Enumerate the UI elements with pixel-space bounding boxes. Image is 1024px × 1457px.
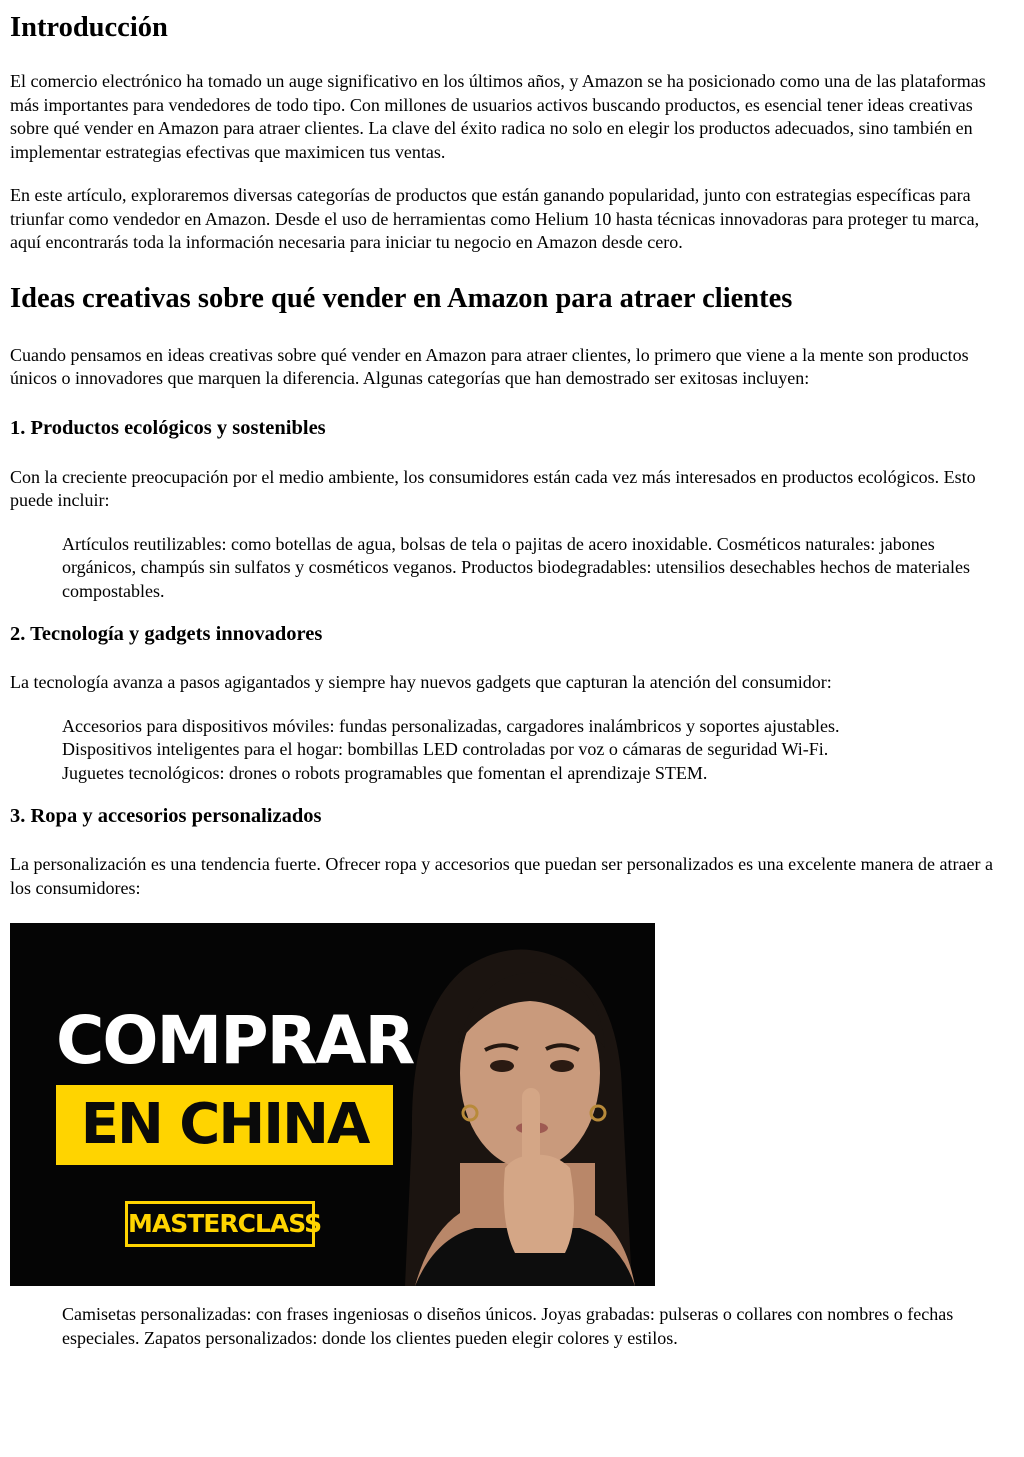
thumbnail-title-en-china: EN CHINA xyxy=(56,1085,393,1165)
quote-line-juguetes: Juguetes tecnológicos: drones o robots programables que fomentan el aprendizaje STEM. xyxy=(62,762,708,783)
section-3-paragraph: La personalización es una tendencia fuerte. Ofrecer ropa y accesorios que puedan ser personalizados es una excelente manera de atraer a los consumidores: xyxy=(10,854,993,898)
section-1-quote: Artículos reutilizables: como botellas de agua, bolsas de tela o pajitas de acero inoxidable. Cosméticos naturales: jabones orgánicos, champús sin sulfatos y cosméticos veganos. Productos biodegradables: utensilios desechables hechos de materiales compostables. xyxy=(62,533,970,601)
article xyxy=(0,11,1024,1350)
heading-ropa-accesorios: 3. Ropa y accesorios personalizados xyxy=(10,805,322,827)
section-2-quote xyxy=(62,715,1012,786)
intro-paragraph-1: El comercio electrónico ha tomado un auge significativo en los últimos años, y Amazon se ha posicionado como una de las plataformas más importantes para vendedores de todo tipo. Con millones de usuarios activos buscando productos, es esencial tener ideas creativas sobre qué vender en Amazon para atraer clientes. La clave del éxito radica no solo en elegir los productos adecuados, sino también en implementar estrategias efectivas que maximicen tus ventas. xyxy=(10,71,986,162)
intro-paragraph-2: En este artículo, exploraremos diversas categorías de productos que están ganando popularidad, junto con estrategias específicas para triunfar como vendedor en Amazon. Desde el uso de herramientas como Helium 10 hasta técnicas innovadoras para proteger tu marca, aquí encontrarás toda la información necesaria para iniciar tu negocio en Amazon desde cero. xyxy=(10,185,980,252)
section-3-quote: Camisetas personalizadas: con frases ingeniosas o diseños únicos. Joyas grabadas: pulseras o collares con nombres o fechas especiales. Zapatos personalizados: donde los clientes pueden elegir colores y estilos. xyxy=(62,1304,954,1348)
section-1-paragraph: Con la creciente preocupación por el medio ambiente, los consumidores están cada vez más interesados en productos ecológicos. Esto puede incluir: xyxy=(10,466,976,510)
thumbnail-title-comprar: COMPRAR xyxy=(56,1002,414,1079)
heading-ideas-creativas: Ideas creativas sobre qué vender en Amazon para atraer clientes xyxy=(10,282,793,314)
heading-productos-ecologicos: 1. Productos ecológicos y sostenibles xyxy=(10,416,326,439)
ideas-paragraph: Cuando pensamos en ideas creativas sobre qué vender en Amazon para atraer clientes, lo primero que viene a la mente son productos únicos o innovadores que marquen la diferencia. Algunas categorías que han demostrado ser exitosas incluyen: xyxy=(10,344,969,388)
quote-line-dispositivos: Dispositivos inteligentes para el hogar: bombillas LED controladas por voz o cámaras de seguridad Wi-Fi. xyxy=(62,739,829,759)
section-2-paragraph: La tecnología avanza a pasos agigantados y siempre hay nuevos gadgets que capturan la atención del consumidor: xyxy=(10,672,832,692)
heading-introduccion: Introducción xyxy=(10,12,168,43)
thumbnail-masterclass-badge: MASTERCLASS xyxy=(125,1201,315,1247)
quote-line-accesorios: Accesorios para dispositivos móviles: fundas personalizadas, cargadores inalámbricos y soportes ajustables. xyxy=(62,715,840,736)
heading-tecnologia-gadgets: 2. Tecnología y gadgets innovadores xyxy=(10,623,323,645)
masterclass-thumbnail-image xyxy=(10,923,655,1286)
